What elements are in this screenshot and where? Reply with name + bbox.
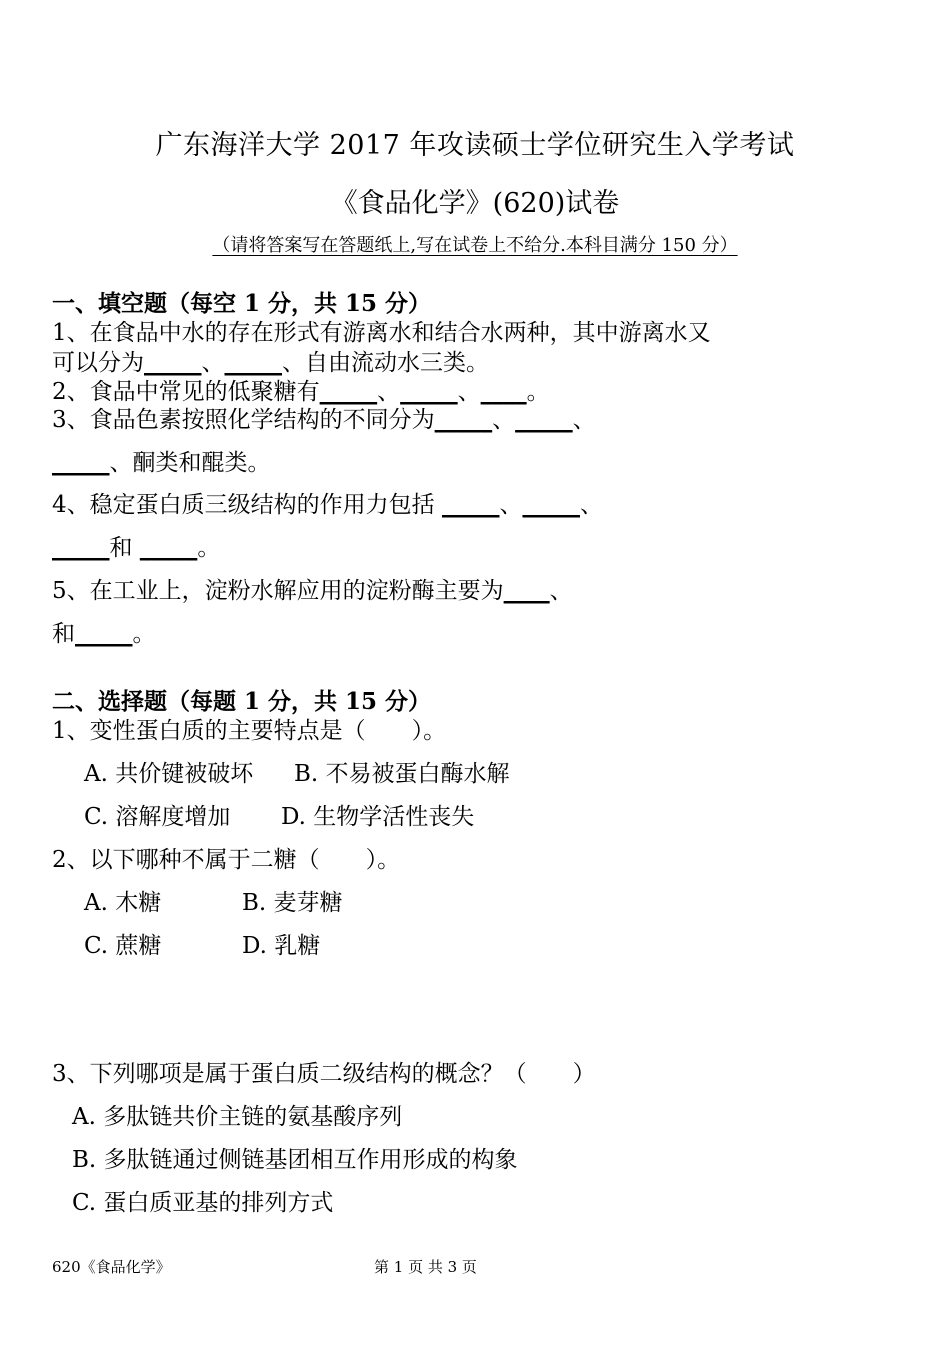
s1-q3-text-b: 、 xyxy=(492,407,516,433)
blank: _____ xyxy=(434,407,493,433)
footer-page-number: 第 1 页 共 3 页 xyxy=(374,1258,477,1276)
s1-q5-text-c: 和 xyxy=(52,621,75,647)
s1-q5-line2 xyxy=(52,619,156,649)
exam-notice xyxy=(0,233,950,259)
s2-q1-options-ab xyxy=(84,759,510,789)
s1-q3-line2 xyxy=(52,448,271,478)
s1-q2-text-a: 2、食品中常见的低聚糖有 xyxy=(52,379,320,405)
blank: ____ xyxy=(480,379,527,405)
s1-q1-text-b: 、 xyxy=(201,350,225,376)
s2-q3-option-a: A. 多肽链共价主链的氨基酸序列 xyxy=(72,1104,403,1130)
s1-q3-text-d: 、酮类和醌类。 xyxy=(109,450,271,476)
blank: _____ xyxy=(515,407,573,433)
s1-q5-text-b: 、 xyxy=(549,578,573,604)
s1-q2-text-b: 、 xyxy=(377,379,401,405)
s2-q3-option-c: C. 蛋白质亚基的排列方式 xyxy=(72,1190,334,1216)
s1-q4-text-d: 和 xyxy=(109,535,140,561)
option-b: B. 不易被蛋白酶水解 xyxy=(294,761,510,787)
s2-q3-stem: 3、下列哪项是属于蛋白质二级结构的概念？（ ） xyxy=(52,1061,596,1087)
section1-heading: 一、填空题（每空 1 分，共 15 分） xyxy=(52,290,432,317)
s1-q5-text-d: 。 xyxy=(132,621,156,647)
blank: _____ xyxy=(224,350,282,376)
s1-q3-text-c: 、 xyxy=(572,407,596,433)
s2-q2-options-ab xyxy=(84,888,343,918)
blank: _____ xyxy=(52,535,110,561)
s1-q4-line1 xyxy=(52,490,603,520)
s1-q2-text-d: 。 xyxy=(526,379,550,405)
s1-q4-text-b: 、 xyxy=(499,492,523,518)
s1-q2-text-c: 、 xyxy=(457,379,481,405)
s2-q2-options-cd xyxy=(84,931,320,961)
s2-q1-options-cd xyxy=(84,802,474,832)
s1-q4-text-e: 。 xyxy=(197,535,221,561)
blank: ____ xyxy=(503,578,550,604)
s1-q1-line2 xyxy=(52,348,489,378)
s2-q1-stem: 1、变性蛋白质的主要特点是（ ）。 xyxy=(52,718,447,744)
s1-q3-text-a: 3、食品色素按照化学结构的不同分为 xyxy=(52,407,435,433)
s1-q1-text-a: 可以分为 xyxy=(52,350,144,376)
blank: _____ xyxy=(319,379,378,405)
exam-subtitle: 《食品化学》(620)试卷 xyxy=(330,188,620,219)
blank: _____ xyxy=(75,621,133,647)
s1-q1-line1: 1、在食品中水的存在形式有游离水和结合水两种，其中游离水又 xyxy=(52,320,711,346)
s1-q4-line2 xyxy=(52,533,220,563)
exam-title: 广东海洋大学 2017 年攻读硕士学位研究生入学考试 xyxy=(155,130,795,161)
option-b: B. 麦芽糖 xyxy=(242,890,343,916)
option-c: C. 蔗糖 xyxy=(84,933,162,959)
option-a: A. 木糖 xyxy=(84,890,162,916)
option-d: D. 生物学活性丧失 xyxy=(281,804,475,830)
s1-q1-text-c: 、自由流动水三类。 xyxy=(282,350,489,376)
blank: _____ xyxy=(139,535,198,561)
s2-q2-stem: 2、以下哪种不属于二糖（ ）。 xyxy=(52,847,401,873)
footer-course: 620《食品化学》 xyxy=(52,1258,171,1276)
blank: _____ xyxy=(52,450,110,476)
option-d: D. 乳糖 xyxy=(242,933,321,959)
blank: _____ xyxy=(400,379,458,405)
s2-q3-option-b: B. 多肽链通过侧链基团相互作用形成的构象 xyxy=(72,1147,518,1173)
section2-heading: 二、选择题（每题 1 分，共 15 分） xyxy=(52,688,432,715)
s1-q3-line1 xyxy=(52,405,596,435)
s1-q5-line1 xyxy=(52,576,573,606)
s1-q2 xyxy=(52,377,550,407)
blank: _____ xyxy=(522,492,580,518)
s1-q4-text-a: 4、稳定蛋白质三级结构的作用力包括 xyxy=(52,492,442,518)
option-c: C. 溶解度增加 xyxy=(84,804,231,830)
s1-q5-text-a: 5、在工业上，淀粉水解应用的淀粉酶主要为 xyxy=(52,578,504,604)
blank: _____ xyxy=(144,350,202,376)
s1-q4-text-c: 、 xyxy=(579,492,603,518)
exam-notice-text: （请将答案写在答题纸上,写在试卷上不给分.本科目满分 150 分） xyxy=(212,235,738,256)
option-a: A. 共价键被破坏 xyxy=(84,761,254,787)
blank: _____ xyxy=(441,492,500,518)
